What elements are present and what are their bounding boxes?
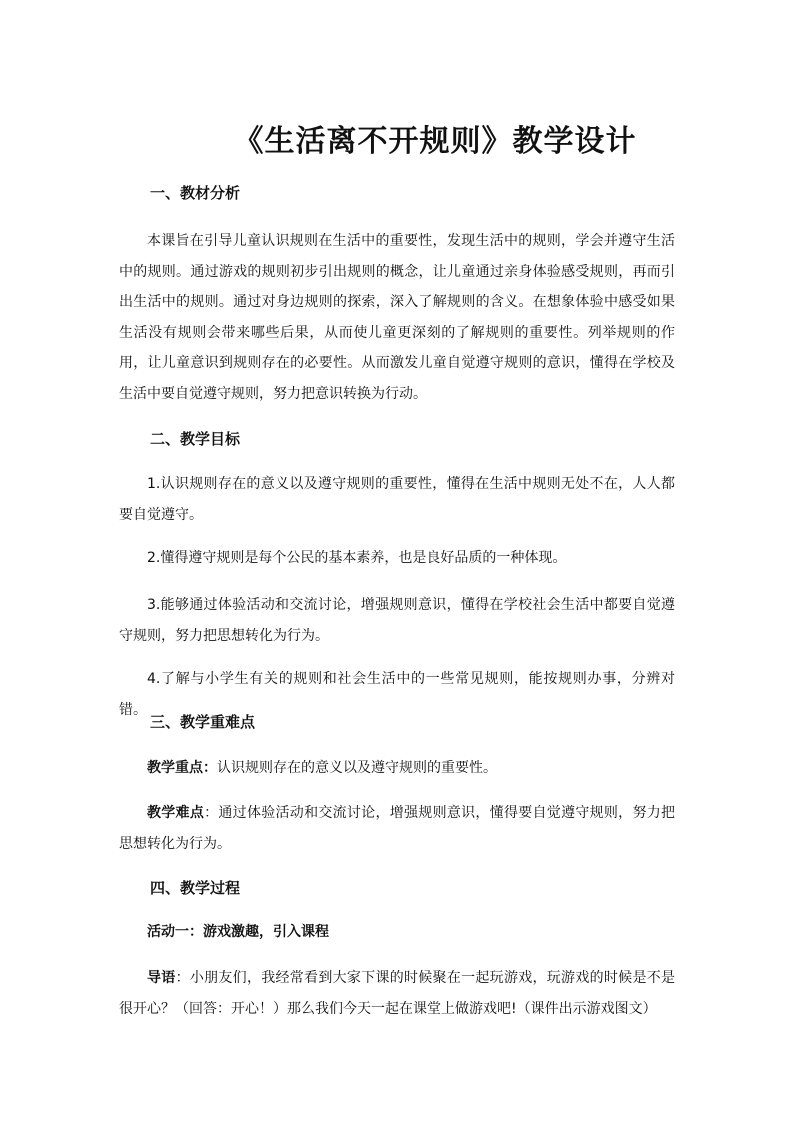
section-heading-process: 四、教学过程 xyxy=(150,879,241,897)
difficulty-paragraph xyxy=(119,798,675,859)
materials-analysis-paragraph: 本课旨在引导儿童认识规则在生活中的重要性，发现生活中的规则，学会并遵守生活中的规则。通过游戏的规则初步引出规则的概念，让儿童通过亲身体验感受规则，再而引出生活中的规则。通过对身边规则的探索，深入了解规则的含义。在想象体验中感受如果生活没有规则会带来哪些后果，从而使儿童更深刻的了解规则的重要性。列举规则的作用，让儿童意识到规则存在的必要性。从而激发儿童自觉遵守规则的意识，懂得在学校及生活中要自觉遵守规则，努力把意识转换为行动。 xyxy=(119,233,675,402)
key-point-paragraph xyxy=(119,753,675,784)
goal-item-2: 2.懂得遵守规则是每个公民的基本素养，也是良好品质的一种体现。 xyxy=(147,550,567,566)
difficulty-text: ：通过体验活动和交流讨论，增强规则意识，懂得要自觉遵守规则，努力把思想转化为行为。 xyxy=(119,805,676,852)
key-point-label: 教学重点： xyxy=(147,760,217,776)
goal-item-1: 1.认识规则存在的意义以及遵守规则的重要性，懂得在生活中规则无处不在，人人都要自觉遵守。 xyxy=(119,476,675,523)
intro-label: 导语 xyxy=(147,970,176,986)
difficulty-label: 教学难点 xyxy=(147,805,205,821)
intro-paragraph xyxy=(119,963,675,1024)
goal-item-4: 4.了解与小学生有关的规则和社会生活中的一些常见规则，能按规则办事，分辨对错。 xyxy=(119,671,675,718)
document-title: 《生活离不开规则》教学设计 xyxy=(233,124,637,159)
section-heading-key-points: 三、教学重难点 xyxy=(150,713,256,731)
key-point-text: 认识规则存在的意义以及遵守规则的重要性。 xyxy=(217,760,497,776)
intro-text: ：小朋友们，我经常看到大家下课的时候聚在一起玩游戏，玩游戏的时候是不是很开心？（回答：开心！）那么我们今天一起在课堂上做游戏吧!（课件出示游戏图文） xyxy=(119,970,676,1017)
activity-one-title xyxy=(119,917,675,948)
goal-item-3: 3.能够通过体验活动和交流讨论，增强规则意识，懂得在学校社会生活中都要自觉遵守规则，努力把思想转化为行为。 xyxy=(119,597,675,644)
section-heading-materials: 一、教材分析 xyxy=(150,184,241,202)
section-heading-goals: 二、教学目标 xyxy=(150,430,241,448)
activity-title-text: 活动一：游戏激趣，引入课程 xyxy=(147,924,329,940)
